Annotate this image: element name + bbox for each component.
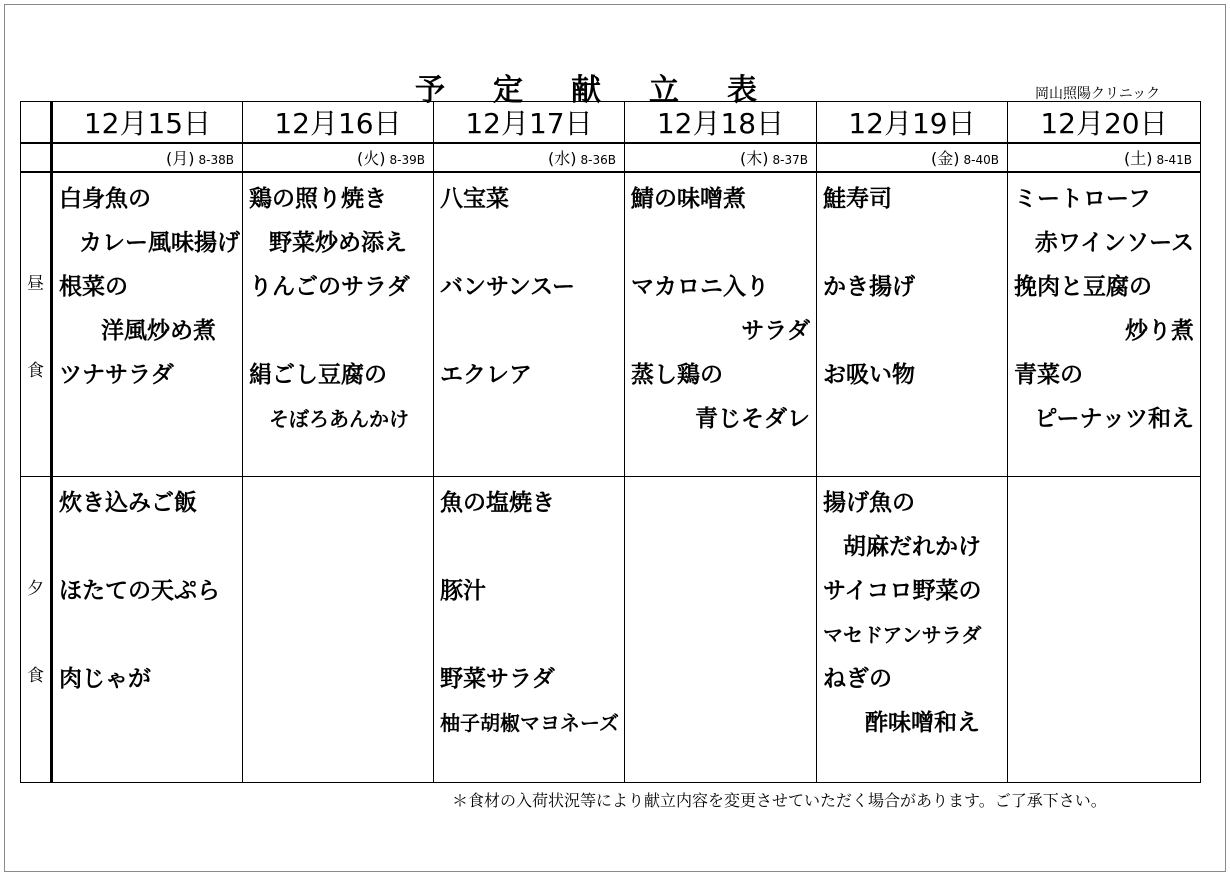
dish: 炒り煮 bbox=[1125, 318, 1194, 344]
dish: 青菜の bbox=[1014, 362, 1083, 388]
dish bbox=[434, 613, 624, 657]
dish: 酢味噌和え bbox=[865, 710, 980, 736]
lunch-row bbox=[21, 172, 1201, 477]
dish: ピーナッツ和え bbox=[1034, 406, 1194, 432]
lunch-cell bbox=[434, 172, 625, 477]
dish: バンサンスー bbox=[440, 274, 576, 300]
dish bbox=[625, 221, 816, 265]
dinner-cell bbox=[1008, 477, 1201, 783]
date-cell: 12月18日 bbox=[625, 102, 817, 144]
dish: 鮭寿司 bbox=[823, 186, 892, 212]
dish: サラダ bbox=[741, 318, 810, 344]
lunch-label-char: 昼 bbox=[27, 273, 44, 294]
dish: ツナサラダ bbox=[59, 362, 174, 388]
date-cell: 12月16日 bbox=[243, 102, 434, 144]
dish: かき揚げ bbox=[823, 274, 915, 300]
dish: マセドアンサラダ bbox=[823, 623, 982, 647]
dish: ねぎの bbox=[823, 666, 892, 692]
corner-cell bbox=[21, 102, 52, 144]
dish: 挽肉と豆腐の bbox=[1014, 274, 1152, 300]
lunch-cell bbox=[625, 172, 817, 477]
weekday-label: (水) bbox=[548, 149, 577, 168]
weekday-cell bbox=[52, 143, 243, 172]
dish: 胡麻だれかけ bbox=[843, 534, 981, 560]
corner-cell bbox=[21, 143, 52, 172]
dish: エクレア bbox=[440, 362, 532, 388]
dish: そぼろあんかけ bbox=[269, 407, 409, 431]
dish: 白身魚の bbox=[59, 186, 151, 212]
lunch-label bbox=[21, 172, 52, 477]
dish: りんごのサラダ bbox=[249, 274, 410, 300]
dish: 八宝菜 bbox=[440, 186, 509, 212]
lunch-cell bbox=[52, 172, 243, 477]
date-cell: 12月19日 bbox=[817, 102, 1008, 144]
lunch-cell bbox=[817, 172, 1008, 477]
weekday-row bbox=[21, 143, 1201, 172]
clinic-name: 岡山照陽クリニック bbox=[1035, 86, 1161, 102]
weekday-label: (木) bbox=[740, 149, 769, 168]
dish: 柚子胡椒マヨネーズ bbox=[440, 711, 619, 735]
lunch-cell bbox=[243, 172, 434, 477]
dinner-label-char: 夕 bbox=[27, 578, 44, 599]
weekday-cell bbox=[1008, 143, 1201, 172]
dish: 鯖の味噌煮 bbox=[631, 186, 746, 212]
dish: 豚汁 bbox=[440, 578, 486, 604]
page-title: 予定献立表 bbox=[415, 73, 805, 108]
menu-code: 8-41B bbox=[1156, 153, 1192, 167]
dinner-cell bbox=[243, 477, 434, 783]
dish: 蒸し鶏の bbox=[631, 362, 723, 388]
lunch-label-char: 食 bbox=[27, 360, 44, 381]
dish bbox=[243, 309, 433, 353]
dish: お吸い物 bbox=[823, 362, 915, 388]
dinner-cell bbox=[817, 477, 1008, 783]
dish bbox=[53, 613, 242, 657]
dish: 鶏の照り焼き bbox=[249, 186, 387, 212]
date-cell: 12月17日 bbox=[434, 102, 625, 144]
dish: 揚げ魚の bbox=[823, 490, 915, 516]
dish: 炊き込みご飯 bbox=[59, 490, 197, 516]
menu-code: 8-38B bbox=[198, 153, 234, 167]
dinner-cell bbox=[434, 477, 625, 783]
weekday-label: (金) bbox=[931, 149, 960, 168]
dish: 野菜サラダ bbox=[440, 666, 555, 692]
date-row bbox=[21, 102, 1201, 144]
dish: ミートローフ bbox=[1014, 186, 1151, 212]
menu-code: 8-39B bbox=[389, 153, 425, 167]
dish bbox=[434, 221, 624, 265]
menu-table bbox=[20, 101, 1201, 783]
footer-note: ＊食材の入荷状況等により献立内容を変更させていただく場合があります。ご了承下さい。 bbox=[452, 791, 1107, 810]
dinner-cell bbox=[625, 477, 817, 783]
weekday-cell bbox=[625, 143, 817, 172]
dish: 肉じゃが bbox=[59, 666, 151, 692]
dish bbox=[434, 525, 624, 569]
dish: ほたての天ぷら bbox=[59, 578, 220, 604]
weekday-cell bbox=[817, 143, 1008, 172]
dish: サイコロ野菜の bbox=[823, 578, 982, 604]
dish: 絹ごし豆腐の bbox=[249, 362, 387, 388]
lunch-cell bbox=[1008, 172, 1201, 477]
weekday-label: (火) bbox=[357, 149, 386, 168]
weekday-label: (月) bbox=[166, 149, 195, 168]
dish bbox=[817, 221, 1007, 265]
dish bbox=[817, 309, 1007, 353]
dish: 根菜の bbox=[59, 274, 128, 300]
dinner-cell bbox=[52, 477, 243, 783]
dish: 野菜炒め添え bbox=[269, 230, 407, 256]
weekday-cell bbox=[243, 143, 434, 172]
dish: 洋風炒め煮 bbox=[101, 318, 216, 344]
dish: 青じそダレ bbox=[695, 406, 810, 432]
dish: マカロニ入り bbox=[631, 274, 769, 300]
menu-code: 8-40B bbox=[963, 153, 999, 167]
dish bbox=[434, 309, 624, 353]
weekday-label: (土) bbox=[1124, 149, 1153, 168]
dinner-row bbox=[21, 477, 1201, 783]
dinner-label bbox=[21, 477, 52, 783]
dinner-label-char: 食 bbox=[27, 665, 44, 686]
date-cell: 12月15日 bbox=[52, 102, 243, 144]
weekday-cell bbox=[434, 143, 625, 172]
menu-code: 8-36B bbox=[580, 153, 616, 167]
dish: 魚の塩焼き bbox=[440, 490, 555, 516]
menu-code: 8-37B bbox=[772, 153, 808, 167]
dish: 赤ワインソース bbox=[1034, 230, 1194, 256]
date-cell: 12月20日 bbox=[1008, 102, 1201, 144]
dish bbox=[53, 525, 242, 569]
dish: カレー風味揚げ bbox=[79, 230, 240, 256]
